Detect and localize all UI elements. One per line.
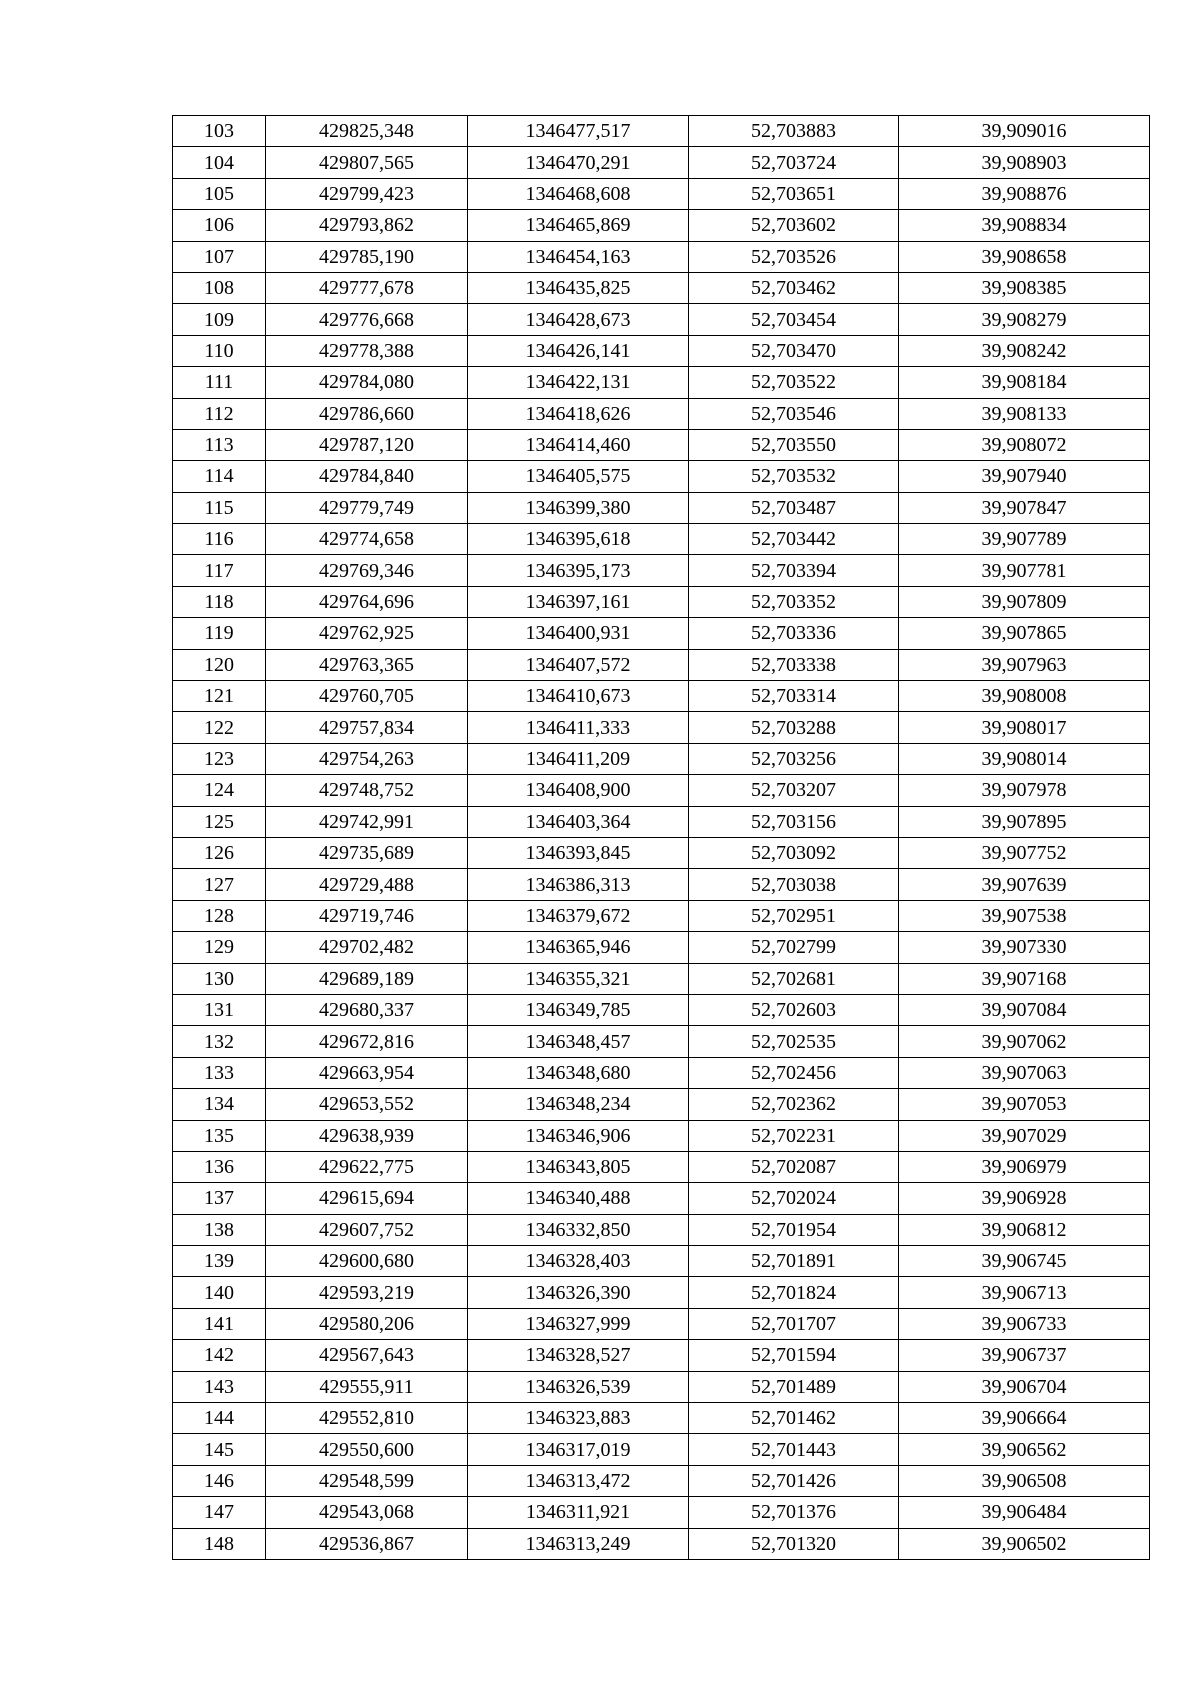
table-row [173, 1246, 1150, 1277]
latitude-cell: 52,701824 [689, 1277, 899, 1308]
latitude-cell: 52,701462 [689, 1403, 899, 1434]
x-coordinate-cell: 429552,810 [266, 1403, 468, 1434]
point-number-cell: 118 [173, 586, 266, 617]
x-coordinate-cell: 429543,068 [266, 1497, 468, 1528]
longitude-cell: 39,907538 [899, 900, 1150, 931]
x-coordinate-cell: 429762,925 [266, 618, 468, 649]
x-coordinate-cell: 429702,482 [266, 932, 468, 963]
x-coordinate-cell: 429793,862 [266, 210, 468, 241]
latitude-cell: 52,703314 [689, 681, 899, 712]
point-number-cell: 148 [173, 1528, 266, 1559]
latitude-cell: 52,701443 [689, 1434, 899, 1465]
table-row [173, 1434, 1150, 1465]
x-coordinate-cell: 429735,689 [266, 837, 468, 868]
latitude-cell: 52,701954 [689, 1214, 899, 1245]
x-coordinate-cell: 429786,660 [266, 398, 468, 429]
table-row [173, 1089, 1150, 1120]
latitude-cell: 52,703522 [689, 367, 899, 398]
x-coordinate-cell: 429769,346 [266, 555, 468, 586]
table-row [173, 210, 1150, 241]
longitude-cell: 39,907063 [899, 1057, 1150, 1088]
point-number-cell: 111 [173, 367, 266, 398]
point-number-cell: 120 [173, 649, 266, 680]
latitude-cell: 52,702799 [689, 932, 899, 963]
x-coordinate-cell: 429719,746 [266, 900, 468, 931]
point-number-cell: 132 [173, 1026, 266, 1057]
point-number-cell: 140 [173, 1277, 266, 1308]
longitude-cell: 39,907847 [899, 492, 1150, 523]
y-coordinate-cell: 1346422,131 [468, 367, 689, 398]
latitude-cell: 52,703207 [689, 775, 899, 806]
y-coordinate-cell: 1346346,906 [468, 1120, 689, 1151]
longitude-cell: 39,907963 [899, 649, 1150, 680]
x-coordinate-cell: 429757,834 [266, 712, 468, 743]
point-number-cell: 114 [173, 461, 266, 492]
longitude-cell: 39,908014 [899, 743, 1150, 774]
latitude-cell: 52,703532 [689, 461, 899, 492]
y-coordinate-cell: 1346426,141 [468, 335, 689, 366]
x-coordinate-cell: 429672,816 [266, 1026, 468, 1057]
longitude-cell: 39,908017 [899, 712, 1150, 743]
x-coordinate-cell: 429774,658 [266, 524, 468, 555]
y-coordinate-cell: 1346428,673 [468, 304, 689, 335]
longitude-cell: 39,907865 [899, 618, 1150, 649]
table-row [173, 900, 1150, 931]
table-row [173, 398, 1150, 429]
longitude-cell: 39,908903 [899, 147, 1150, 178]
y-coordinate-cell: 1346477,517 [468, 116, 689, 147]
latitude-cell: 52,703338 [689, 649, 899, 680]
table-row [173, 994, 1150, 1025]
table-row [173, 1528, 1150, 1559]
x-coordinate-cell: 429680,337 [266, 994, 468, 1025]
point-number-cell: 147 [173, 1497, 266, 1528]
point-number-cell: 144 [173, 1403, 266, 1434]
latitude-cell: 52,703602 [689, 210, 899, 241]
point-number-cell: 127 [173, 869, 266, 900]
point-number-cell: 112 [173, 398, 266, 429]
y-coordinate-cell: 1346328,403 [468, 1246, 689, 1277]
y-coordinate-cell: 1346405,575 [468, 461, 689, 492]
y-coordinate-cell: 1346470,291 [468, 147, 689, 178]
table-row [173, 618, 1150, 649]
point-number-cell: 115 [173, 492, 266, 523]
table-row [173, 963, 1150, 994]
latitude-cell: 52,703256 [689, 743, 899, 774]
point-number-cell: 107 [173, 241, 266, 272]
latitude-cell: 52,701376 [689, 1497, 899, 1528]
table-row [173, 1403, 1150, 1434]
table-row [173, 524, 1150, 555]
point-number-cell: 110 [173, 335, 266, 366]
y-coordinate-cell: 1346400,931 [468, 618, 689, 649]
longitude-cell: 39,907639 [899, 869, 1150, 900]
point-number-cell: 139 [173, 1246, 266, 1277]
table-row [173, 147, 1150, 178]
longitude-cell: 39,906713 [899, 1277, 1150, 1308]
table-row [173, 1026, 1150, 1057]
x-coordinate-cell: 429555,911 [266, 1371, 468, 1402]
latitude-cell: 52,703883 [689, 116, 899, 147]
x-coordinate-cell: 429653,552 [266, 1089, 468, 1120]
longitude-cell: 39,906812 [899, 1214, 1150, 1245]
table-row [173, 1183, 1150, 1214]
latitude-cell: 52,703526 [689, 241, 899, 272]
longitude-cell: 39,907029 [899, 1120, 1150, 1151]
x-coordinate-cell: 429607,752 [266, 1214, 468, 1245]
latitude-cell: 52,702603 [689, 994, 899, 1025]
longitude-cell: 39,908242 [899, 335, 1150, 366]
y-coordinate-cell: 1346386,313 [468, 869, 689, 900]
longitude-cell: 39,907062 [899, 1026, 1150, 1057]
longitude-cell: 39,909016 [899, 116, 1150, 147]
point-number-cell: 131 [173, 994, 266, 1025]
latitude-cell: 52,702456 [689, 1057, 899, 1088]
longitude-cell: 39,908385 [899, 272, 1150, 303]
point-number-cell: 119 [173, 618, 266, 649]
y-coordinate-cell: 1346313,472 [468, 1465, 689, 1496]
longitude-cell: 39,907330 [899, 932, 1150, 963]
point-number-cell: 109 [173, 304, 266, 335]
longitude-cell: 39,908834 [899, 210, 1150, 241]
point-number-cell: 113 [173, 429, 266, 460]
x-coordinate-cell: 429748,752 [266, 775, 468, 806]
table-row [173, 1214, 1150, 1245]
x-coordinate-cell: 429550,600 [266, 1434, 468, 1465]
point-number-cell: 103 [173, 116, 266, 147]
table-row [173, 555, 1150, 586]
table-row [173, 492, 1150, 523]
y-coordinate-cell: 1346411,333 [468, 712, 689, 743]
y-coordinate-cell: 1346332,850 [468, 1214, 689, 1245]
table-row [173, 461, 1150, 492]
latitude-cell: 52,703546 [689, 398, 899, 429]
table-row [173, 1465, 1150, 1496]
y-coordinate-cell: 1346327,999 [468, 1308, 689, 1339]
latitude-cell: 52,702681 [689, 963, 899, 994]
longitude-cell: 39,906562 [899, 1434, 1150, 1465]
table-row [173, 681, 1150, 712]
x-coordinate-cell: 429784,080 [266, 367, 468, 398]
x-coordinate-cell: 429754,263 [266, 743, 468, 774]
x-coordinate-cell: 429787,120 [266, 429, 468, 460]
latitude-cell: 52,701594 [689, 1340, 899, 1371]
x-coordinate-cell: 429779,749 [266, 492, 468, 523]
x-coordinate-cell: 429615,694 [266, 1183, 468, 1214]
latitude-cell: 52,703470 [689, 335, 899, 366]
x-coordinate-cell: 429785,190 [266, 241, 468, 272]
longitude-cell: 39,908876 [899, 178, 1150, 209]
point-number-cell: 130 [173, 963, 266, 994]
y-coordinate-cell: 1346414,460 [468, 429, 689, 460]
longitude-cell: 39,908133 [899, 398, 1150, 429]
x-coordinate-cell: 429778,388 [266, 335, 468, 366]
longitude-cell: 39,908184 [899, 367, 1150, 398]
y-coordinate-cell: 1346317,019 [468, 1434, 689, 1465]
latitude-cell: 52,703487 [689, 492, 899, 523]
longitude-cell: 39,906704 [899, 1371, 1150, 1402]
x-coordinate-cell: 429729,488 [266, 869, 468, 900]
latitude-cell: 52,701320 [689, 1528, 899, 1559]
x-coordinate-cell: 429689,189 [266, 963, 468, 994]
latitude-cell: 52,702535 [689, 1026, 899, 1057]
latitude-cell: 52,701426 [689, 1465, 899, 1496]
latitude-cell: 52,702951 [689, 900, 899, 931]
y-coordinate-cell: 1346348,680 [468, 1057, 689, 1088]
x-coordinate-cell: 429622,775 [266, 1151, 468, 1182]
y-coordinate-cell: 1346326,539 [468, 1371, 689, 1402]
x-coordinate-cell: 429764,696 [266, 586, 468, 617]
y-coordinate-cell: 1346418,626 [468, 398, 689, 429]
x-coordinate-cell: 429600,680 [266, 1246, 468, 1277]
table-row [173, 1340, 1150, 1371]
table-row [173, 775, 1150, 806]
latitude-cell: 52,703724 [689, 147, 899, 178]
y-coordinate-cell: 1346395,618 [468, 524, 689, 555]
table-row [173, 837, 1150, 868]
point-number-cell: 104 [173, 147, 266, 178]
point-number-cell: 123 [173, 743, 266, 774]
x-coordinate-cell: 429638,939 [266, 1120, 468, 1151]
table-row [173, 806, 1150, 837]
x-coordinate-cell: 429593,219 [266, 1277, 468, 1308]
latitude-cell: 52,703462 [689, 272, 899, 303]
table-row [173, 1151, 1150, 1182]
x-coordinate-cell: 429548,599 [266, 1465, 468, 1496]
point-number-cell: 121 [173, 681, 266, 712]
y-coordinate-cell: 1346379,672 [468, 900, 689, 931]
point-number-cell: 124 [173, 775, 266, 806]
longitude-cell: 39,906928 [899, 1183, 1150, 1214]
x-coordinate-cell: 429742,991 [266, 806, 468, 837]
point-number-cell: 108 [173, 272, 266, 303]
y-coordinate-cell: 1346435,825 [468, 272, 689, 303]
table-row [173, 743, 1150, 774]
table-row [173, 367, 1150, 398]
point-number-cell: 133 [173, 1057, 266, 1088]
table-row [173, 429, 1150, 460]
y-coordinate-cell: 1346365,946 [468, 932, 689, 963]
latitude-cell: 52,702087 [689, 1151, 899, 1182]
longitude-cell: 39,907053 [899, 1089, 1150, 1120]
point-number-cell: 143 [173, 1371, 266, 1402]
longitude-cell: 39,907978 [899, 775, 1150, 806]
y-coordinate-cell: 1346313,249 [468, 1528, 689, 1559]
y-coordinate-cell: 1346323,883 [468, 1403, 689, 1434]
point-number-cell: 138 [173, 1214, 266, 1245]
x-coordinate-cell: 429799,423 [266, 178, 468, 209]
longitude-cell: 39,908279 [899, 304, 1150, 335]
coordinates-table-body [173, 116, 1150, 1560]
point-number-cell: 141 [173, 1308, 266, 1339]
point-number-cell: 129 [173, 932, 266, 963]
x-coordinate-cell: 429776,668 [266, 304, 468, 335]
longitude-cell: 39,908658 [899, 241, 1150, 272]
longitude-cell: 39,908072 [899, 429, 1150, 460]
longitude-cell: 39,907940 [899, 461, 1150, 492]
x-coordinate-cell: 429825,348 [266, 116, 468, 147]
longitude-cell: 39,906502 [899, 1528, 1150, 1559]
y-coordinate-cell: 1346348,234 [468, 1089, 689, 1120]
y-coordinate-cell: 1346328,527 [468, 1340, 689, 1371]
table-row [173, 1497, 1150, 1528]
x-coordinate-cell: 429567,643 [266, 1340, 468, 1371]
longitude-cell: 39,907781 [899, 555, 1150, 586]
table-row [173, 116, 1150, 147]
table-row [173, 241, 1150, 272]
longitude-cell: 39,906979 [899, 1151, 1150, 1182]
latitude-cell: 52,701891 [689, 1246, 899, 1277]
y-coordinate-cell: 1346465,869 [468, 210, 689, 241]
longitude-cell: 39,906664 [899, 1403, 1150, 1434]
longitude-cell: 39,906737 [899, 1340, 1150, 1371]
table-row [173, 1308, 1150, 1339]
latitude-cell: 52,703394 [689, 555, 899, 586]
longitude-cell: 39,907809 [899, 586, 1150, 617]
coordinates-table [172, 115, 1150, 1560]
y-coordinate-cell: 1346355,321 [468, 963, 689, 994]
x-coordinate-cell: 429536,867 [266, 1528, 468, 1559]
longitude-cell: 39,907895 [899, 806, 1150, 837]
latitude-cell: 52,703038 [689, 869, 899, 900]
y-coordinate-cell: 1346454,163 [468, 241, 689, 272]
y-coordinate-cell: 1346348,457 [468, 1026, 689, 1057]
y-coordinate-cell: 1346468,608 [468, 178, 689, 209]
latitude-cell: 52,703156 [689, 806, 899, 837]
longitude-cell: 39,907168 [899, 963, 1150, 994]
point-number-cell: 145 [173, 1434, 266, 1465]
latitude-cell: 52,701707 [689, 1308, 899, 1339]
table-row [173, 869, 1150, 900]
longitude-cell: 39,906508 [899, 1465, 1150, 1496]
point-number-cell: 136 [173, 1151, 266, 1182]
y-coordinate-cell: 1346403,364 [468, 806, 689, 837]
x-coordinate-cell: 429807,565 [266, 147, 468, 178]
latitude-cell: 52,701489 [689, 1371, 899, 1402]
x-coordinate-cell: 429784,840 [266, 461, 468, 492]
point-number-cell: 128 [173, 900, 266, 931]
longitude-cell: 39,907789 [899, 524, 1150, 555]
latitude-cell: 52,702024 [689, 1183, 899, 1214]
longitude-cell: 39,907084 [899, 994, 1150, 1025]
point-number-cell: 125 [173, 806, 266, 837]
latitude-cell: 52,703454 [689, 304, 899, 335]
point-number-cell: 105 [173, 178, 266, 209]
point-number-cell: 116 [173, 524, 266, 555]
point-number-cell: 137 [173, 1183, 266, 1214]
table-row [173, 1057, 1150, 1088]
point-number-cell: 126 [173, 837, 266, 868]
longitude-cell: 39,906733 [899, 1308, 1150, 1339]
x-coordinate-cell: 429760,705 [266, 681, 468, 712]
point-number-cell: 134 [173, 1089, 266, 1120]
point-number-cell: 135 [173, 1120, 266, 1151]
table-row [173, 649, 1150, 680]
point-number-cell: 106 [173, 210, 266, 241]
longitude-cell: 39,907752 [899, 837, 1150, 868]
table-row [173, 335, 1150, 366]
y-coordinate-cell: 1346326,390 [468, 1277, 689, 1308]
table-row [173, 178, 1150, 209]
point-number-cell: 142 [173, 1340, 266, 1371]
point-number-cell: 122 [173, 712, 266, 743]
table-row [173, 712, 1150, 743]
latitude-cell: 52,703550 [689, 429, 899, 460]
latitude-cell: 52,702231 [689, 1120, 899, 1151]
table-row [173, 932, 1150, 963]
y-coordinate-cell: 1346311,921 [468, 1497, 689, 1528]
y-coordinate-cell: 1346343,805 [468, 1151, 689, 1182]
y-coordinate-cell: 1346340,488 [468, 1183, 689, 1214]
y-coordinate-cell: 1346408,900 [468, 775, 689, 806]
table-row [173, 586, 1150, 617]
table-row [173, 1120, 1150, 1151]
x-coordinate-cell: 429777,678 [266, 272, 468, 303]
latitude-cell: 52,703092 [689, 837, 899, 868]
latitude-cell: 52,703442 [689, 524, 899, 555]
longitude-cell: 39,906484 [899, 1497, 1150, 1528]
latitude-cell: 52,703288 [689, 712, 899, 743]
point-number-cell: 146 [173, 1465, 266, 1496]
latitude-cell: 52,702362 [689, 1089, 899, 1120]
y-coordinate-cell: 1346410,673 [468, 681, 689, 712]
point-number-cell: 117 [173, 555, 266, 586]
y-coordinate-cell: 1346395,173 [468, 555, 689, 586]
x-coordinate-cell: 429763,365 [266, 649, 468, 680]
y-coordinate-cell: 1346397,161 [468, 586, 689, 617]
table-row [173, 304, 1150, 335]
longitude-cell: 39,906745 [899, 1246, 1150, 1277]
longitude-cell: 39,908008 [899, 681, 1150, 712]
x-coordinate-cell: 429663,954 [266, 1057, 468, 1088]
y-coordinate-cell: 1346407,572 [468, 649, 689, 680]
y-coordinate-cell: 1346399,380 [468, 492, 689, 523]
latitude-cell: 52,703336 [689, 618, 899, 649]
latitude-cell: 52,703352 [689, 586, 899, 617]
y-coordinate-cell: 1346393,845 [468, 837, 689, 868]
y-coordinate-cell: 1346349,785 [468, 994, 689, 1025]
x-coordinate-cell: 429580,206 [266, 1308, 468, 1339]
table-row [173, 1371, 1150, 1402]
y-coordinate-cell: 1346411,209 [468, 743, 689, 774]
table-row [173, 1277, 1150, 1308]
latitude-cell: 52,703651 [689, 178, 899, 209]
table-row [173, 272, 1150, 303]
